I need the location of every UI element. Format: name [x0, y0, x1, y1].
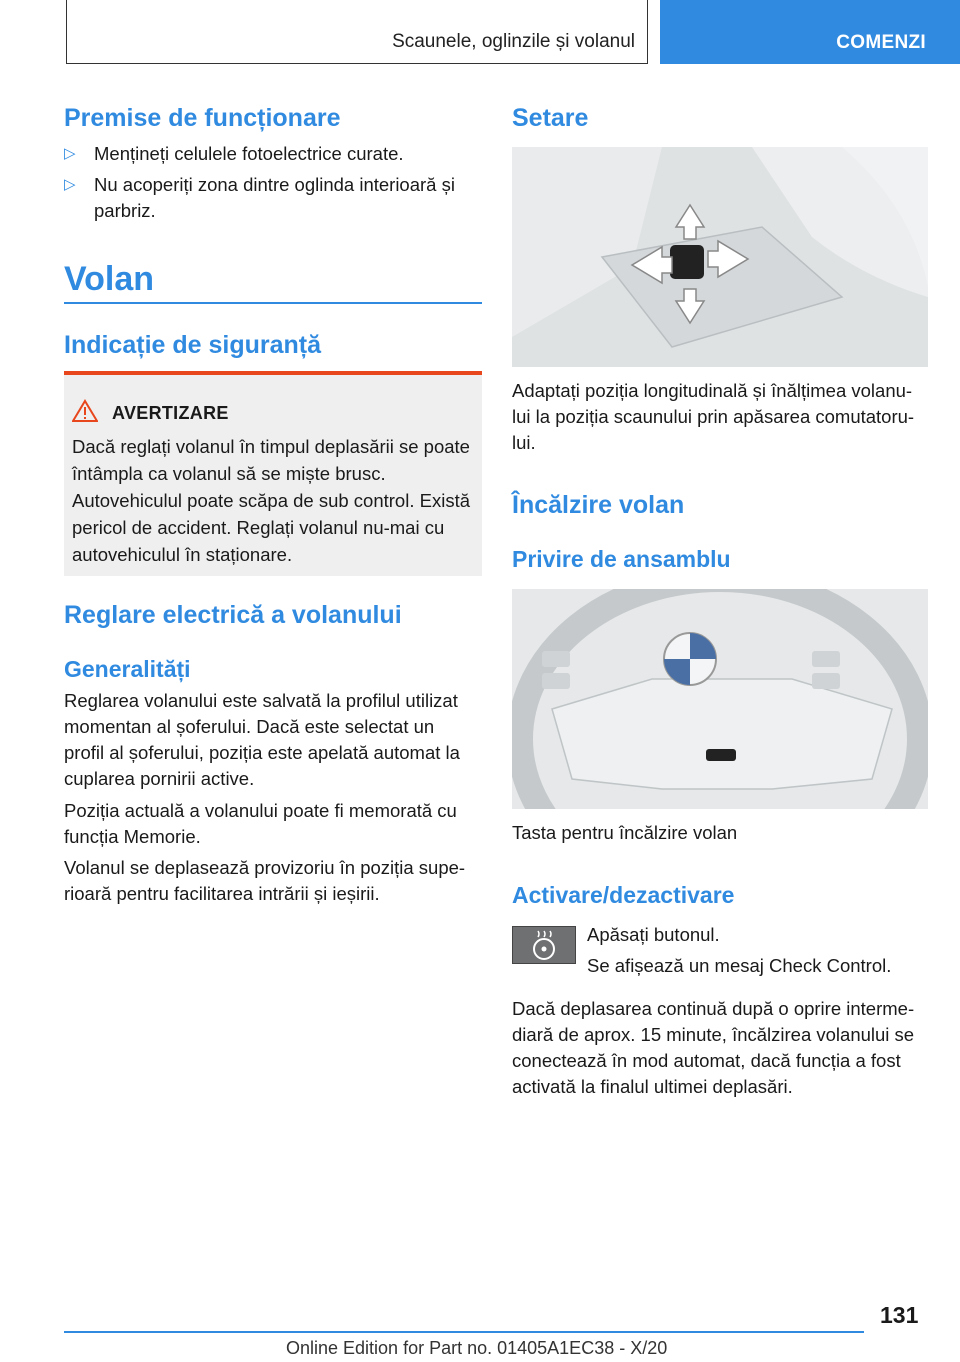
final-paragraph: Dacă deplasarea continuă după o oprire interme-diară de aprox. 15 minute, încălzirea volanului se conectează în mod automat, dacă funcția a fost activată la finalul ultimei deplasări. — [512, 998, 915, 1097]
header-chapter-tab[interactable] — [660, 0, 960, 64]
warning-box — [64, 371, 482, 576]
electric-heading: Reglare electrică a volanului — [64, 601, 402, 629]
paragraph: Reglarea volanului este salvată la profilul utilizat momentan al șoferului. Dacă este selectat un profil al șoferului, poziția este apelată automat la cuplarea pornirii active. — [64, 690, 460, 789]
warning-label: AVERTIZARE — [112, 403, 229, 423]
heating-heading: Încălzire volan — [512, 491, 685, 519]
overview-heading: Privire de ansamblu — [512, 546, 731, 572]
paragraph: Volanul se deplasează provizoriu în poziția supe-rioară pentru facilitarea intrării și ieșirii. — [64, 857, 466, 904]
triangle-bullet-icon: ▷ — [64, 176, 76, 193]
steering-wheel-image — [512, 589, 928, 809]
steering-column-illustration — [512, 147, 928, 367]
steering-wheel-illustration — [512, 589, 928, 809]
overview-caption: Tasta pentru încălzire volan — [512, 822, 738, 843]
general-heading: Generalități — [64, 656, 191, 682]
paragraph: Poziția actuală a volanului poate fi memorată cu funcția Memorie. — [64, 800, 457, 847]
section-rule — [64, 302, 482, 304]
setare-heading: Setare — [512, 104, 589, 132]
bullet-text: Mențineți celulele fotoelectrice curate. — [94, 143, 404, 164]
footer-edition: Online Edition for Part no. 01405A1EC38 - X/20 — [286, 1338, 668, 1358]
steering-column-switch-image — [512, 147, 928, 367]
footer-rule — [64, 1331, 864, 1333]
bullet-item — [64, 172, 482, 224]
page-number: 131 — [880, 1302, 919, 1328]
activate-heading: Activare/dezactivare — [512, 882, 735, 908]
safety-heading: Indicație de siguranță — [64, 331, 322, 359]
warning-triangle-icon — [72, 399, 98, 423]
premise-heading: Premise de funcționare — [64, 104, 341, 132]
steering-heating-button[interactable] — [512, 926, 576, 964]
volan-heading: Volan — [64, 260, 155, 298]
warning-text: Dacă reglați volanul în timpul deplasării se poate întâmpla ca volanul să se miște brusc. Autovehiculul poate scăpa de sub control. Există pericol de accident. Reglați volanul nu-mai cu autovehiculul în staționare. — [72, 436, 470, 565]
triangle-bullet-icon: ▷ — [64, 145, 76, 162]
bullet-item — [64, 141, 482, 167]
header-section-title: Scaunele, oglinzile și volanul — [392, 31, 635, 52]
step-check-control: Se afișează un mesaj Check Control. — [587, 955, 892, 976]
steering-heat-icon — [513, 927, 575, 963]
setare-caption: Adaptați poziția longitudinală și înălțimea volanu-lui la poziția scaunului prin apăsarea comutatoru-lui. — [512, 380, 915, 453]
step-press-button: Apăsați butonul. — [587, 924, 720, 945]
bullet-text: Nu acoperiți zona dintre oglinda interioară și parbriz. — [94, 174, 455, 221]
header-chapter-label: COMENZI — [836, 32, 926, 53]
header-section-box — [66, 0, 648, 64]
